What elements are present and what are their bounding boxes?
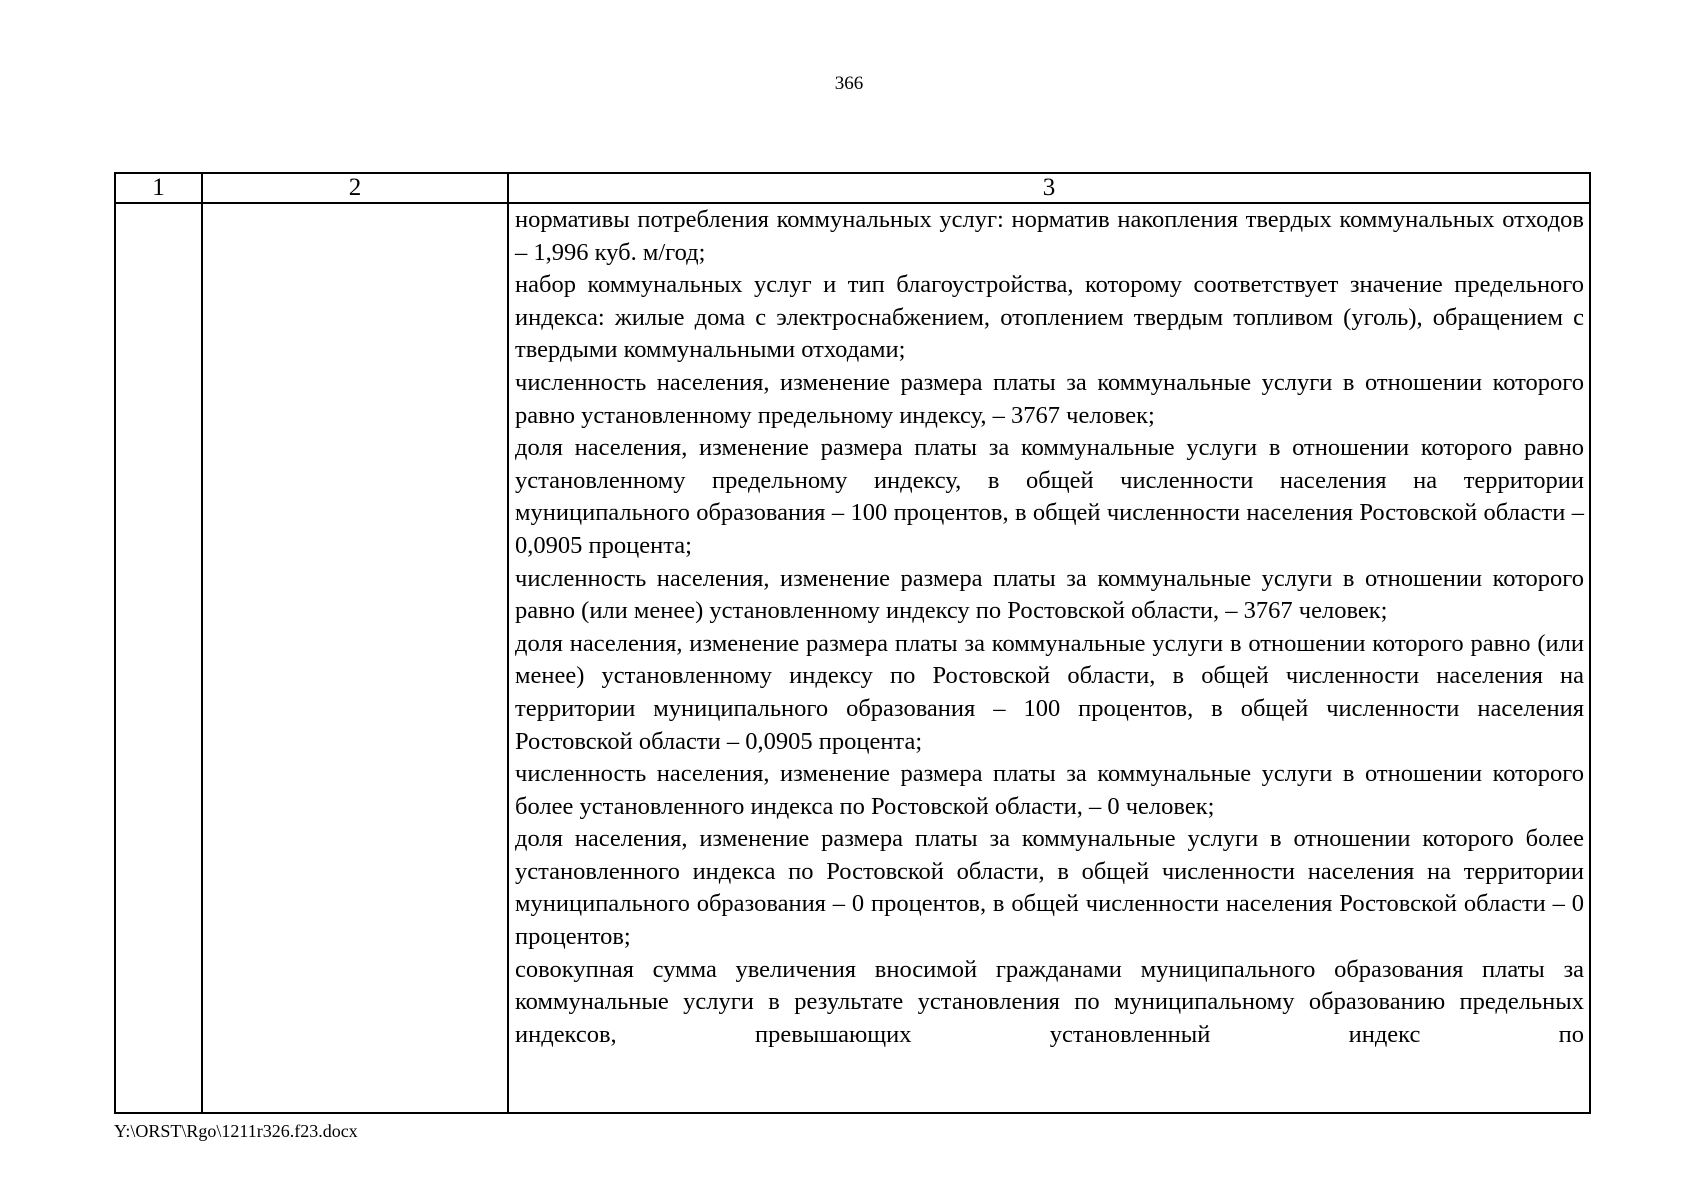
paragraph-population-equal-or-less: численность населения, изменение размера платы за коммунальные услуги в отношении которого равно (или менее) установленному индексу по Ростовской области, – 3767 человек; bbox=[515, 564, 1584, 625]
paragraph-population-equal: численность населения, изменение размера платы за коммунальные услуги в отношении которого равно установленному предельному индексу, – 3767 человек; bbox=[515, 368, 1584, 429]
paragraph-population-more: численность населения, изменение размера платы за коммунальные услуги в отношении которого более установленного индекса по Ростовской области, – 0 человек; bbox=[515, 760, 1584, 820]
column-header-2: 2 bbox=[202, 173, 508, 203]
cell-column-2 bbox=[202, 203, 508, 1113]
document-table bbox=[114, 172, 1591, 1114]
paragraph-share-more: доля населения, изменение размера платы за коммунальные услуги в отношении которого более установленного индекса по Ростовской области, в общей численности населения на территории муниципального образования – 0 процентов, в общей численности населения Ростовской области – 0 процентов; bbox=[515, 825, 1584, 951]
paragraph-share-equal-or-less: доля населения, изменение размера платы за коммунальные услуги в отношении которого равно (или менее) установленному индексу по Ростовской области, в общей численности населения на территории муниципального образования – 100 процентов, в общей численности населения Ростовской области – 0,0905 процента; bbox=[515, 629, 1584, 755]
cell-column-1 bbox=[115, 203, 202, 1113]
page-number: 366 bbox=[834, 73, 864, 94]
table-header-row bbox=[115, 173, 1590, 203]
paragraph-total-increase: совокупная сумма увеличения вносимой гражданами муниципального образования платы за коммунальные услуги в результате установления по муниципальному образованию предельных индексов, превышающих установленный индекс по bbox=[515, 955, 1584, 1048]
file-path-footer: Y:\ORST\Rgo\1211r326.f23.docx bbox=[114, 1121, 358, 1141]
paragraph-share-equal: доля населения, изменение размера платы за коммунальные услуги в отношении которого равно установленному предельному индексу, в общей численности населения на территории муниципального образования – 100 процентов, в общей численности населения Ростовской области – 0,0905 процента; bbox=[515, 434, 1584, 559]
paragraph-waste-norm: нормативы потребления коммунальных услуг: норматив накопления твердых коммунальных отходов – 1,996 куб. м/год; bbox=[515, 206, 1584, 266]
column-header-3: 3 bbox=[508, 173, 1590, 203]
column-header-1: 1 bbox=[115, 173, 202, 203]
paragraph-service-set: набор коммунальных услуг и тип благоустройства, которому соответствует значение предельного индекса: жилые дома с электроснабжением, отоплением твердым топливом (уголь), обращением с твердыми коммунальными отходами; bbox=[515, 271, 1584, 364]
cell-column-3 bbox=[508, 203, 1590, 1113]
table-row bbox=[115, 203, 1590, 1113]
